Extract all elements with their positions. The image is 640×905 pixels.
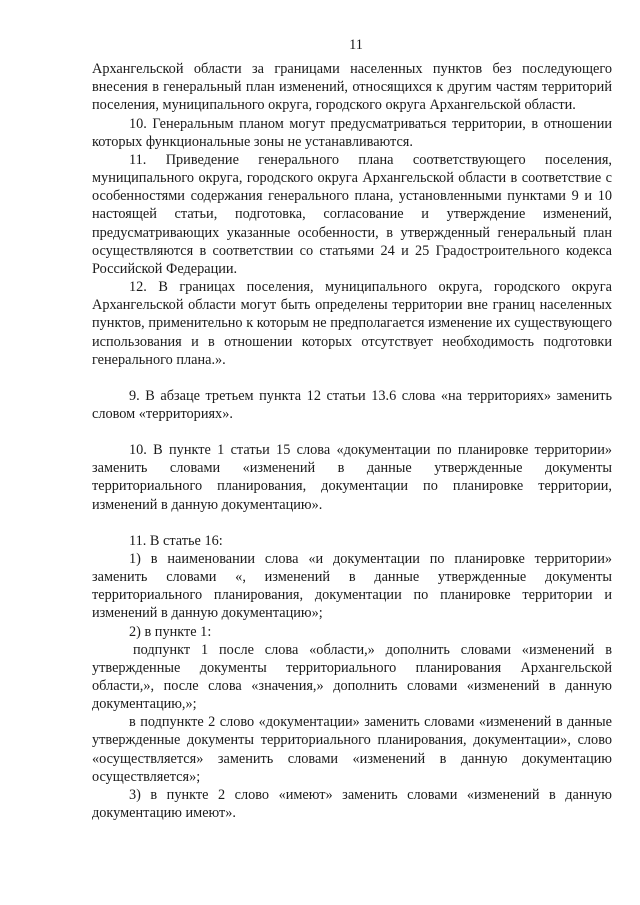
paragraph-gap <box>92 514 612 532</box>
paragraph: 3) в пункте 2 слово «имеют» заменить словами «изменений в данную документацию имеют». <box>92 786 612 822</box>
paragraph: подпункт 1 после слова «области,» дополнить словами «изменений в утвержденные документы территориального планирования Архангельской области,», после слова «значения,» дополнить словами «изменений в данную документацию,»; <box>92 641 612 713</box>
document-page <box>92 36 612 822</box>
paragraph-gap <box>92 369 612 387</box>
paragraph: 10. В пункте 1 статьи 15 слова «документации по планировке территории» заменить словами «изменений в данные утвержденные документы территориального планирования, документации по планировке территории, изменений в данную документацию». <box>92 442 612 513</box>
paragraph: Архангельской области за границами населенных пунктов без последующего внесения в генеральный план изменений, относящихся к другим частям территорий поселения, муниципального округа, городского округа Архангельской области. <box>92 61 612 114</box>
paragraph: в подпункте 2 слово «документации» заменить словами «изменений в данные утвержденные документы территориального планирования, документации», слово «осуществляется» заменить словами «изменений в данную документацию осуществляется»; <box>92 714 612 785</box>
paragraph: 1) в наименовании слова «и документации по планировке территории» заменить словами «, изменений в данные утвержденные документы территориального планирования, документации по планировке территории и изменений в данную документацию»; <box>92 550 612 622</box>
document-body <box>92 60 612 822</box>
paragraph: 12. В границах поселения, муниципального округа, городского округа Архангельской области могут быть определены территории вне границ населенных пунктов, применительно к которым не предполагается изменение их существующего использования и в отношении которых отсутствует необходимость подготовки генерального плана.». <box>92 279 612 368</box>
paragraph: 9. В абзаце третьем пункта 12 статьи 13.6 слова «на территориях» заменить словом «территориях». <box>92 387 612 422</box>
paragraph: 11. Приведение генерального плана соответствующего поселения, муниципального округа, городского округа Архангельской области в соответствие с особенностями содержания генерального плана, установленными пунктами 9 и 10 настоящей статьи, подготовка, согласование и утверждение изменений, предусматривающих указанные особенности, в утвержденный генеральный план осуществляются в соответствии со статьями 24 и 25 Градостроительного кодекса Российской Федерации. <box>92 151 612 277</box>
paragraph: 10. Генеральным планом могут предусматриваться территории, в отношении которых функциональные зоны не устанавливаются. <box>92 115 612 150</box>
paragraph: 11. В статье 16: <box>129 532 223 549</box>
paragraph: 2) в пункте 1: <box>129 623 212 640</box>
paragraph-gap <box>92 423 612 441</box>
page-number: 11 <box>349 37 363 53</box>
